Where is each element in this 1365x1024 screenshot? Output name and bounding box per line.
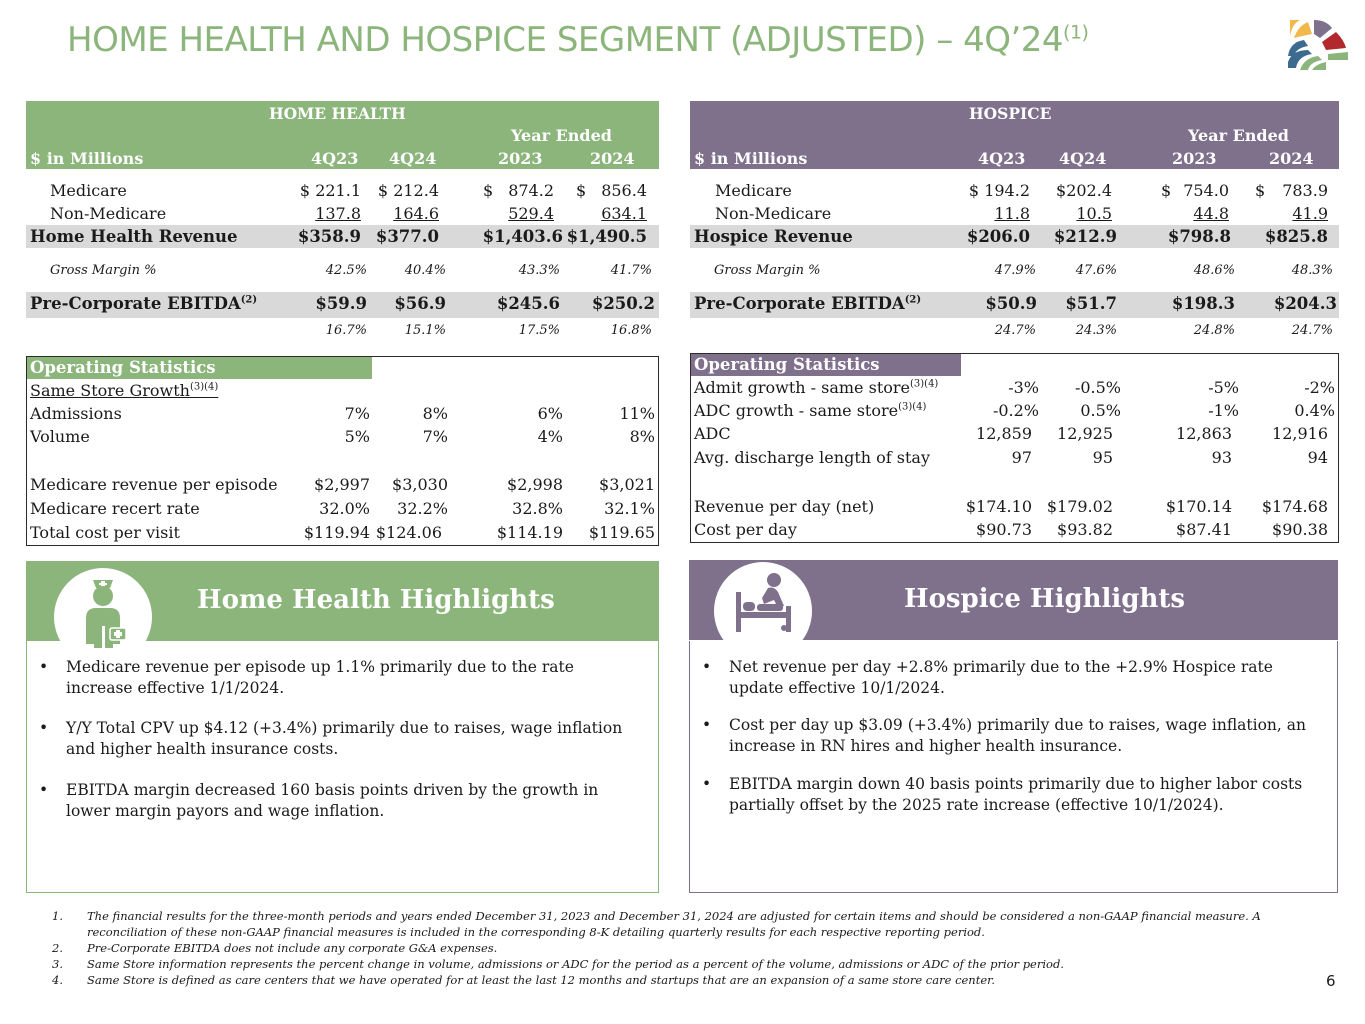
hospice-header	[690, 101, 1339, 169]
year-ended-label: Year Ended	[511, 126, 612, 145]
highlights-title: Hospice Highlights	[904, 584, 1186, 614]
millions-label: $ in Millions	[30, 149, 144, 168]
footnote: 1. The financial results for the three-month periods and years ended December 31, 2023 and December 31, 2024 are adjusted for certain items and should be considered a non-GAAP financial measure. A reconciliation of these non-GAAP financial measures is included in the corresponding 8-K detailing quarterly results for each respective reporting period.	[52, 909, 1261, 939]
ebitda-row: Pre-Corporate EBITDA$^{(2)}$ $59.9 $56.9 $245.6 $250.2	[26, 292, 659, 318]
home-health-highlights-body: • Medicare revenue per episode up 1.1% primarily due to the rate increase effective 1/1/2024. • Y/Y Total CPV up $4.12 (+3.4%) primarily due to raises, wage inflation and higher health insurance costs. • EBITDA margin decreased 160 basis points driven by the growth in lower margin payors and wage inflation.	[26, 641, 659, 893]
hospice-operating-statistics	[690, 353, 1339, 543]
column-header: 4Q24	[389, 149, 437, 168]
home-health-operating-statistics	[26, 356, 659, 546]
revenue-row: Home Health Revenue $358.9 $377.0 $1,403.6 $1,490.5	[26, 225, 659, 248]
hospice-highlights-body: • Net revenue per day +2.8% primarily due to the +2.9% Hospice rate update effective 10/1/2024. • Cost per day up $3.09 (+3.4%) primarily due to raises, wage inflation, an increase in RN hires and higher health insurance. • EBITDA margin down 40 basis points primarily due to higher labor costs partially offset by the 2025 rate increase (effective 10/1/2024).	[689, 641, 1338, 893]
gross-margin-row: Gross Margin % 42.5% 40.4% 43.3% 41.7%	[50, 263, 652, 278]
millions-label: $ in Millions	[694, 149, 808, 168]
column-header: 4Q23	[978, 149, 1026, 168]
table-row: ADC 12,859 12,925 12,863 12,916	[694, 424, 1328, 443]
column-header: 2024	[1269, 149, 1314, 168]
ebitda-margin-row: 16.7% 15.1% 17.5% 16.8%	[325, 323, 652, 338]
table-row: Revenue per day (net) $174.10 $179.02 $170.14 $174.68	[694, 497, 1328, 516]
gross-margin-row: Gross Margin % 47.9% 47.6% 48.6% 48.3%	[714, 263, 1333, 278]
footnote: 4. Same Store is defined as care centers that we have operated for at least the last 12 months and startups that are an expansion of a same store care center.	[52, 973, 996, 987]
page-number: 6	[1326, 972, 1336, 990]
column-header: 4Q24	[1059, 149, 1107, 168]
table-row: Cost per day $90.73 $93.82 $87.41 $90.38	[694, 520, 1328, 539]
table-row: Volume 5% 7% 4% 8%	[30, 427, 655, 446]
column-header: 4Q23	[311, 149, 359, 168]
ops-header: Operating Statistics	[691, 354, 961, 376]
home-health-header	[26, 101, 659, 169]
home-health-table	[26, 101, 659, 341]
segment-title: HOME HEALTH	[269, 104, 406, 123]
column-header: 2024	[590, 149, 635, 168]
footnotes	[52, 908, 1292, 988]
segment-title: HOSPICE	[969, 104, 1052, 123]
company-logo-icon	[1286, 16, 1350, 72]
table-row: Admit growth - same store$^{(3)(4)}$ -3% -0.5% -5% -2%	[694, 378, 1335, 397]
table-row: Non-Medicare 137.8 164.6 529.4 634.1	[50, 204, 647, 223]
year-ended-label: Year Ended	[1188, 126, 1289, 145]
same-store-label-row: Same Store Growth$^{(3)(4)}$	[30, 381, 219, 400]
table-row: Total cost per visit $119.94 $124.06 $114.19 $119.65	[30, 523, 655, 542]
footnote: 2. Pre-Corporate EBITDA does not include any corporate G&A expenses.	[52, 941, 498, 955]
table-row: Medicare $ 194.2 $202.4 $ 754.0 $ 783.9	[715, 181, 1328, 200]
revenue-row: Hospice Revenue $206.0 $212.9 $798.8 $825.8	[690, 225, 1339, 248]
table-row: ADC growth - same store$^{(3)(4)}$ -0.2% 0.5% -1% 0.4%	[694, 401, 1335, 420]
table-row: Non-Medicare 11.8 10.5 44.8 41.9	[715, 204, 1328, 223]
hospice-table	[690, 101, 1339, 341]
hospice-highlights-header	[689, 560, 1338, 640]
ops-header: Operating Statistics	[27, 357, 372, 379]
home-health-highlights-header	[26, 561, 659, 641]
footnote: 3. Same Store information represents the percent change in volume, admissions or ADC for the period as a percent of the volume, admissions or ADC of the prior period.	[52, 957, 1064, 971]
table-row: Medicare recert rate 32.0% 32.2% 32.8% 32.1%	[30, 499, 655, 518]
table-row: Avg. discharge length of stay 97 95 93 94	[694, 448, 1328, 467]
page-title: HOME HEALTH AND HOSPICE SEGMENT (ADJUSTED) – 4Q’24$^{(1)}$	[67, 20, 1089, 60]
column-header: 2023	[498, 149, 543, 168]
highlights-title: Home Health Highlights	[197, 585, 555, 615]
ebitda-row: Pre-Corporate EBITDA$^{(2)}$ $50.9 $51.7 $198.3 $204.3	[690, 292, 1339, 318]
column-header: 2023	[1172, 149, 1217, 168]
ebitda-margin-row: 24.7% 24.3% 24.8% 24.7%	[994, 323, 1333, 338]
table-row: Medicare $ 221.1 $ 212.4 $ 874.2 $ 856.4	[50, 181, 647, 200]
table-row: Medicare revenue per episode $2,997 $3,030 $2,998 $3,021	[30, 475, 655, 494]
table-row: Admissions 7% 8% 6% 11%	[30, 404, 655, 423]
